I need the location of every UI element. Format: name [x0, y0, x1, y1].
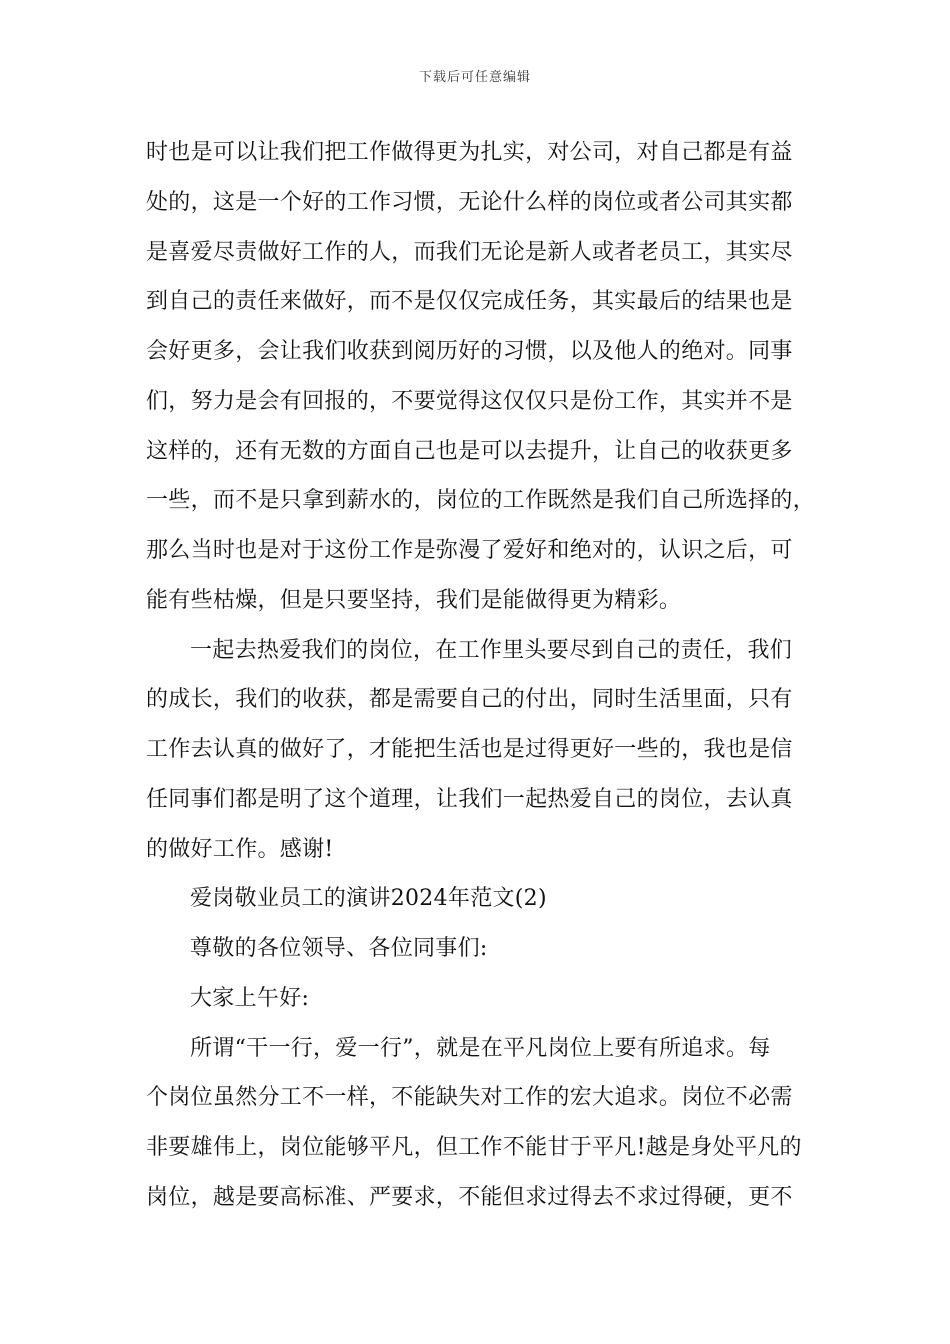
document-body: [146, 128, 816, 1223]
paragraph-first-line: 所谓“干一行，爱一行”，就是在平凡岗位上要有所追求。每: [190, 1035, 771, 1061]
text-line: 的成长，我们的收获，都是需要自己的付出，同时生活里面，只有: [146, 687, 793, 713]
text-line: 非要雄伟上，岗位能够平凡，但工作不能甘于平凡!越是身处平凡的: [146, 1135, 802, 1160]
text-line: 时也是可以让我们把工作做得更为扎实，对公司，对自己都是有益: [146, 140, 793, 165]
text-line: 到自己的责任来做好，而不是仅仅完成任务，其实最后的结果也是: [146, 289, 793, 315]
text-line: 们，努力是会有回报的，不要觉得这仅仅只是份工作，其实并不是: [146, 388, 793, 414]
text-line: 那么当时也是对于这份工作是弥漫了爱好和绝对的，认识之后，可: [146, 538, 793, 563]
section-title: 爱岗敬业员工的演讲2024年范文(2): [190, 886, 547, 912]
text-line: 能有些枯燥，但是只要坚持，我们是能做得更为精彩。: [146, 587, 682, 613]
text-line: 这样的，还有无数的方面自己也是可以去提升，让自己的收获更多: [146, 438, 793, 464]
page-header: 下载后可任意编辑: [418, 70, 531, 85]
text-line: 处的，这是一个好的工作习惯，无论什么样的岗位或者公司其实都: [146, 189, 793, 215]
text-line: 个岗位虽然分工不一样，不能缺失对工作的宏大追求。岗位不必需: [146, 1085, 793, 1111]
salutation: 尊敬的各位领导、各位同事们:: [190, 936, 488, 961]
paragraph-first-line: 一起去热爱我们的岗位，在工作里头要尽到自己的责任，我们: [190, 637, 793, 663]
text-line: 任同事们都是明了这个道理，让我们一起热爱自己的岗位，去认真: [146, 786, 793, 812]
text-line: 一些，而不是只拿到薪水的，岗位的工作既然是我们自己所选择的，: [146, 488, 816, 514]
greeting: 大家上午好:: [190, 985, 310, 1011]
text-line: 是喜爱尽责做好工作的人，而我们无论是新人或者老员工，其实尽: [146, 239, 793, 265]
text-line: 会好更多，会让我们收获到阅历好的习惯，以及他人的绝对。同事: [146, 339, 793, 364]
text-line: 的做好工作。感谢!: [146, 836, 334, 862]
text-line: 工作去认真的做好了，才能把生活也是过得更好一些的，我也是信: [146, 737, 793, 762]
text-line: 岗位，越是要高标准、严要求，不能但求过得去不求过得硬，更不: [146, 1184, 793, 1210]
